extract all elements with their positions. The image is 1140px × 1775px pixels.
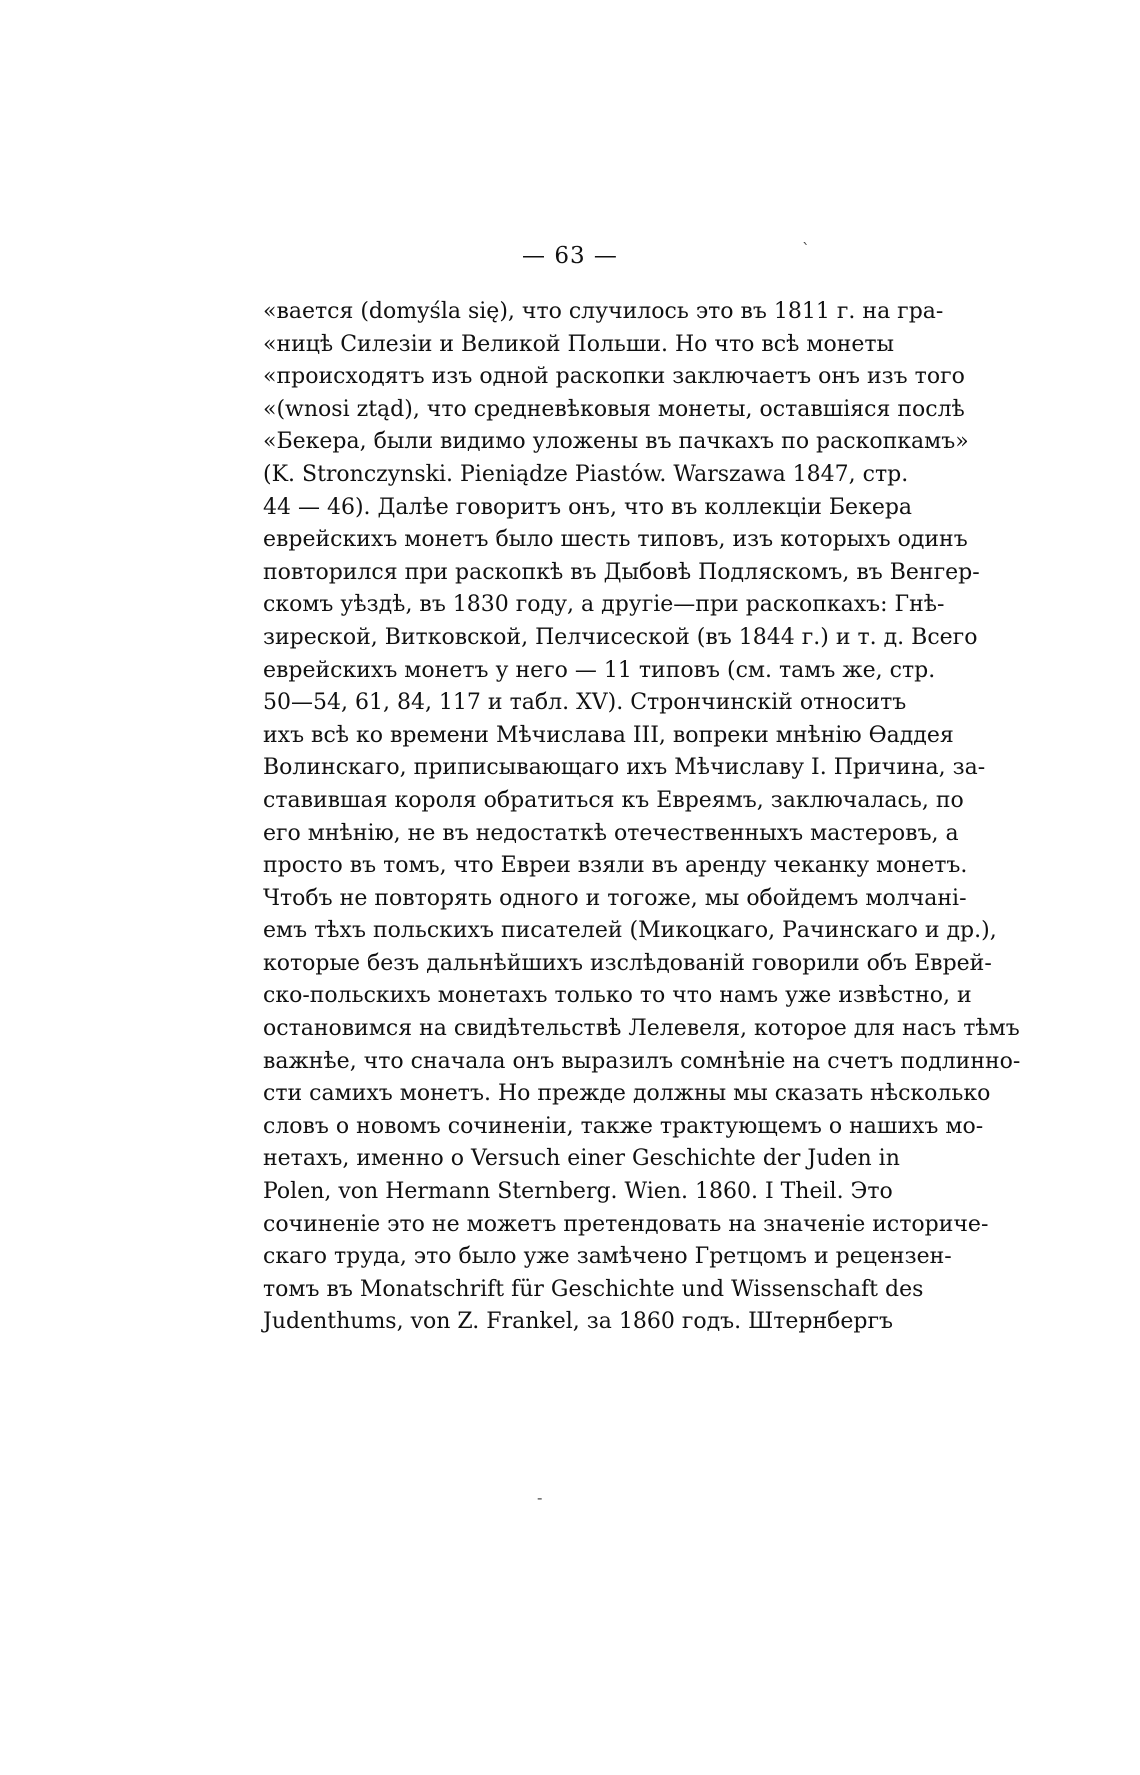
text-line: сочиненіе это не можетъ претендовать на значеніе историче-	[263, 1211, 989, 1237]
page-number: — 63 —	[522, 243, 618, 269]
text-line: 44 — 46). Далѣе говоритъ онъ, что въ коллекціи Бекера	[263, 494, 913, 520]
text-line: ставившая короля обратиться къ Евреямъ, заключалась, по	[263, 787, 964, 813]
text-line: скаго труда, это было уже замѣчено Гретцомъ и рецензен-	[263, 1244, 952, 1270]
text-line: просто въ томъ, что Евреи взяли въ аренду чеканку монетъ.	[263, 853, 968, 879]
text-line: еврейскихъ монетъ было шесть типовъ, изъ которыхъ одинъ	[263, 527, 968, 553]
text-line: (K. Stronczynski. Pieniądze Piastów. Warszawa 1847, стр.	[263, 461, 909, 487]
text-line: «происходятъ изъ одной раскопки заключаетъ онъ изъ того	[263, 364, 965, 390]
text-line: «Бекера, были видимо уложены въ пачкахъ по раскопкамъ»	[263, 429, 969, 455]
text-line: «ницѣ Силезіи и Великой Польши. Но что всѣ монеты	[263, 331, 895, 357]
text-line: ихъ всѣ ко времени Мѣчислава III, вопреки мнѣнію Ѳаддея	[263, 722, 954, 748]
text-line: нетахъ, именно о Versuch einer Geschichte der Juden in	[263, 1146, 900, 1172]
text-line: скомъ уѣздѣ, въ 1830 году, а другіе—при раскопкахъ: Гнѣ-	[263, 592, 945, 618]
text-line: которые безъ дальнѣйшихъ изслѣдованій говорили объ Еврей-	[263, 950, 992, 976]
text-line: Волинскаго, приписывающаго ихъ Мѣчиславу I. Причина, за-	[263, 755, 986, 781]
text-line: еврейскихъ монетъ у него — 11 типовъ (см. тамъ же, стр.	[263, 657, 936, 683]
text-line: Чтобъ не повторять одного и тогоже, мы обойдемъ молчані-	[263, 885, 967, 911]
text-line: «(wnosi ztąd), что средневѣковыя монеты, оставшіяся послѣ	[263, 396, 965, 422]
text-line: словъ о новомъ сочиненіи, также трактующемъ о нашихъ мо-	[263, 1113, 984, 1139]
text-line: остановимся на свидѣтельствѣ Лелевеля, которое для насъ тѣмъ	[263, 1016, 1020, 1042]
text-line: Polen, von Hermann Sternberg. Wien. 1860. I Theil. Это	[263, 1179, 893, 1205]
body-text	[263, 296, 1021, 1339]
text-line: зиреской, Витковской, Пелчисеской (въ 1844 г.) и т. д. Всего	[263, 624, 978, 650]
text-line: его мнѣнію, не въ недостаткѣ отечественныхъ мастеровъ, а	[263, 820, 959, 846]
text-line: «вается (domyśla się), что случилось это въ 1811 г. на гра-	[263, 299, 944, 324]
text-line: ско-польскихъ монетахъ только то что намъ уже извѣстно, и	[263, 983, 972, 1009]
text-line: Judenthums, von Z. Frankel, за 1860 годъ. Штернбергъ	[263, 1309, 894, 1335]
scan-speck: -	[537, 1488, 543, 1507]
text-line: 50—54, 61, 84, 117 и табл. XV). Стрончинскій относитъ	[263, 690, 907, 716]
text-line: важнѣе, что сначала онъ выразилъ сомнѣніе на счетъ подлинно-	[263, 1048, 1021, 1074]
scan-speck: `	[802, 240, 810, 259]
text-line: сти самихъ монетъ. Но прежде должны мы сказать нѣсколько	[263, 1081, 991, 1107]
text-line: томъ въ Monatschrift für Geschichte und Wissenschaft des	[263, 1276, 924, 1302]
text-line: повторился при раскопкѣ въ Дыбовѣ Подляскомъ, въ Венгер-	[263, 559, 980, 585]
text-line: емъ тѣхъ польскихъ писателей (Микоцкаго, Рачинскаго и др.),	[263, 918, 997, 944]
